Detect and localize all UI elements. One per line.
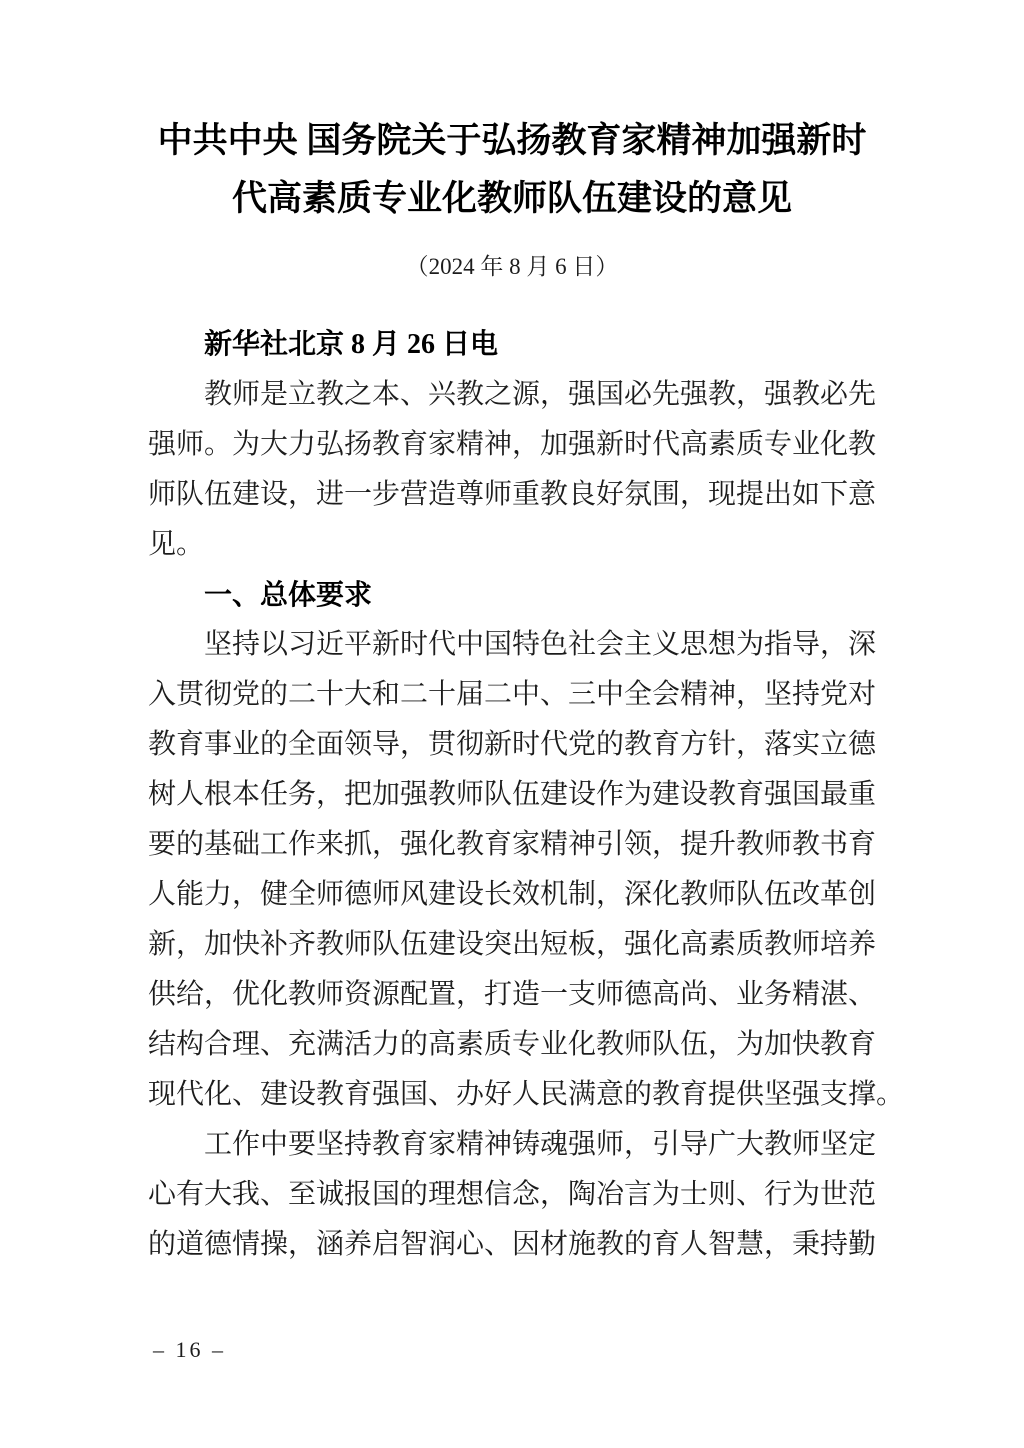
text-line: 新，加快补齐教师队伍建设突出短板，强化高素质教师培养 xyxy=(148,929,877,960)
educator-spirit-paragraph xyxy=(148,1120,876,1270)
text-line: 树人根本任务，把加强教师队伍建设作为建设教育强国最重 xyxy=(148,779,877,810)
text-line: 供给，优化教师资源配置，打造一支师德高尚、业务精湛、 xyxy=(148,979,877,1010)
overall-requirements-paragraph xyxy=(148,620,905,1120)
text-line: 现代化、建设教育强国、办好人民满意的教育提供坚强支撑。 xyxy=(148,1079,905,1110)
text-line: 要的基础工作来抓，强化教育家精神引领，提升教师教书育 xyxy=(148,829,877,860)
document-title-line: 代高素质专业化教师队伍建设的意见 xyxy=(231,179,792,218)
document-body xyxy=(148,320,905,1270)
section-heading-overall-requirements: 一、总体要求 xyxy=(204,579,373,610)
document-title-line: 中共中央 国务院关于弘扬教育家精神加强新时 xyxy=(157,121,867,160)
document-date: （2024 年 8 月 6 日） xyxy=(405,254,619,279)
text-line: 心有大我、至诚报国的理想信念，陶冶言为士则、行为世范 xyxy=(148,1179,877,1210)
news-agency-byline: 新华社北京 8 月 26 日电 xyxy=(204,329,499,360)
text-line: 工作中要坚持教育家精神铸魂强师，引导广大教师坚定 xyxy=(204,1129,877,1160)
text-line: 入贯彻党的二十大和二十届二中、三中全会精神，坚持党对 xyxy=(148,679,877,710)
text-line: 人能力，健全师德师风建设长效机制，深化教师队伍改革创 xyxy=(148,879,877,910)
document-title xyxy=(148,0,876,228)
text-line: 教师是立教之本、兴教之源，强国必先强教，强教必先 xyxy=(204,379,877,410)
text-line: 教育事业的全面领导，贯彻新时代党的教育方针，落实立德 xyxy=(148,729,877,760)
content-area xyxy=(148,0,905,1270)
text-line: 强师。为大力弘扬教育家精神，加强新时代高素质专业化教 xyxy=(148,429,877,460)
text-line: 结构合理、充满活力的高素质专业化教师队伍，为加快教育 xyxy=(148,1029,877,1060)
text-line: 坚持以习近平新时代中国特色社会主义思想为指导，深 xyxy=(204,629,877,660)
text-line: 的道德情操，涵养启智润心、因材施教的育人智慧，秉持勤 xyxy=(148,1229,877,1260)
page-number: – 16 – xyxy=(153,1337,226,1362)
text-line: 师队伍建设，进一步营造尊师重教良好氛围，现提出如下意 xyxy=(148,479,877,510)
intro-paragraph xyxy=(148,370,876,570)
text-line: 见。 xyxy=(148,529,205,560)
